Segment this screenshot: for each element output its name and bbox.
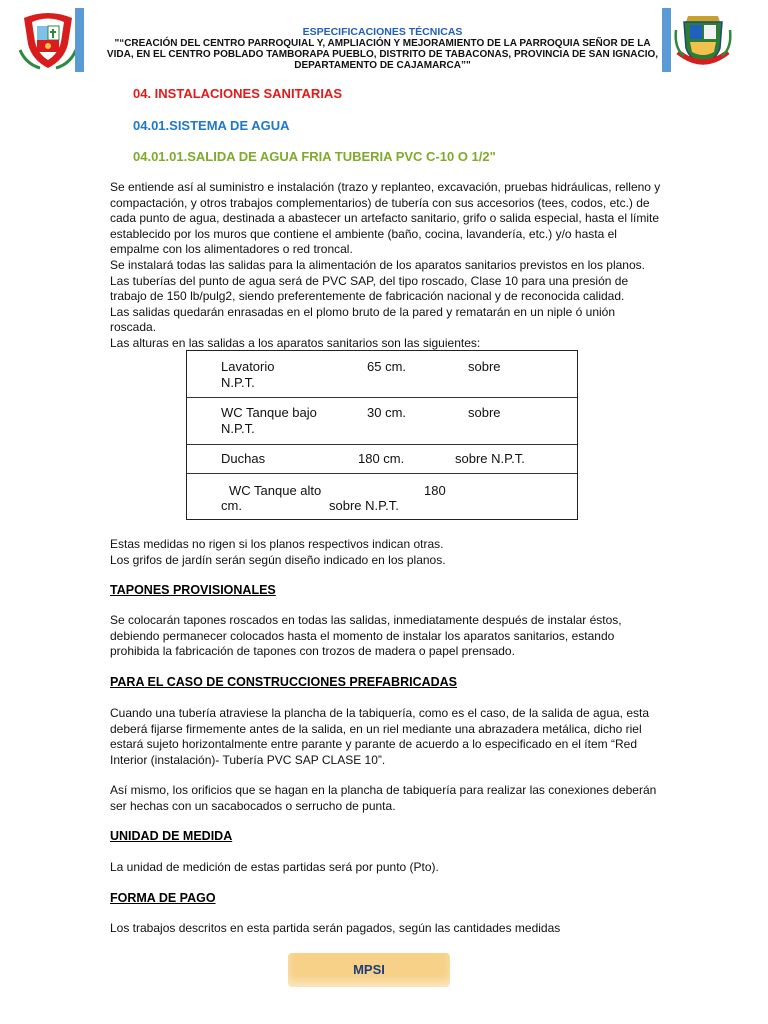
table-cell-reference: sobre (468, 359, 501, 374)
footer-badge (288, 953, 450, 987)
table-cell-fixture: Lavatorio (221, 359, 275, 374)
header-right-bar (662, 8, 671, 72)
table-cell-reference: sobre (468, 405, 501, 420)
section-text-unidad: La unidad de medición de estas partidas será por punto (Pto). (110, 860, 439, 874)
after-table-text (110, 537, 662, 568)
heading-instalaciones-sanitarias: 04. INSTALACIONES SANITARIAS (133, 86, 342, 101)
header-title: ESPECIFICACIONES TÉCNICAS (302, 26, 463, 38)
table-cell-height: 180 cm. (358, 451, 405, 466)
footer-label: MPSI (353, 962, 385, 977)
table-cell-fixture: Duchas (221, 451, 266, 466)
table-cell-height: 30 cm. (367, 405, 407, 420)
section-title-pago: FORMA DE PAGO (110, 891, 216, 905)
intro-paragraph: Las alturas en las salidas a los aparatos sanitarios son las siguientes: (110, 335, 481, 350)
intro-text (110, 180, 662, 352)
section-title-prefabricadas: PARA EL CASO DE CONSTRUCCIONES PREFABRICADAS (110, 675, 458, 689)
table-row (187, 445, 577, 474)
table-cell-height: 180 (424, 483, 446, 498)
section-title-tapones: TAPONES PROVISIONALES (110, 583, 276, 597)
table-row (187, 398, 577, 445)
section-text-prefabricadas-2: Así mismo, los orificios que se hagan en la plancha de tabiquería para realizar las conexiones deberán ser hechas con un sacabocados o serrucho de punta. (110, 783, 657, 813)
table-cell-fixture: WC Tanque alto (229, 483, 322, 498)
table-cell-npt: N.P.T. (221, 375, 255, 390)
table-cell-reference: sobre N.P.T. (329, 498, 399, 513)
table-row (187, 351, 577, 398)
heading-salida-agua-fria: 04.01.01.SALIDA DE AGUA FRIA TUBERIA PVC C-10 O 1/2" (133, 149, 496, 164)
section-text-pago: Los trabajos descritos en esta partida serán pagados, según las cantidades medidas (110, 921, 561, 935)
note-line: Estas medidas no rigen si los planos respectivos indican otras. (110, 537, 444, 551)
section-title-unidad: UNIDAD DE MEDIDA (110, 829, 233, 843)
heading-sistema-de-agua: 04.01.SISTEMA DE AGUA (133, 118, 290, 133)
table-cell-reference: sobre N.P.T. (455, 451, 525, 466)
note-line: Los grifos de jardín serán según diseño indicado en los planos. (110, 552, 446, 567)
section-text-tapones: Se colocarán tapones roscados en todas las salidas, inmediatamente después de instalar éstos, debiendo permanecer colocados hasta el momento de instalar los aparatos sanitarios, estando prohibida la fabricación de tapones con trozos de madera o papel prensado. (110, 613, 622, 659)
header-project: "“CREACIÓN DEL CENTRO PARROQUIAL Y, AMPLIACIÓN Y MEJORAMIENTO DE LA PARROQUIA SEÑOR DE LA VIDA, EN EL CENTRO POBLADO TAMBORAPA PUEBLO, DISTRITO DE TABACONAS, PROVINCIA DE SAN IGNACIO, DEPARTAMENTO DE CAJAMARCA”" (106, 38, 659, 71)
table-cell-npt: N.P.T. (221, 421, 255, 436)
header-left-bar (75, 8, 84, 72)
intro-paragraph: Se instalará todas las salidas para la alimentación de los aparatos sanitarios previstos en los planos. Las tuberías del punto de agua será de PVC SAP, del tipo roscado, Clase 10 para una presión de trabajo de 150 lb/pulg2, siendo preferentemente de fabricación nacional y de reconocida calidad. (110, 257, 645, 304)
table-cell-height: 65 cm. (367, 359, 407, 374)
municipality-shield-logo (674, 10, 732, 70)
intro-paragraph: Las salidas quedarán enrasadas en el plomo bruto de la pared y rematarán en un niple ó unión roscada. (110, 304, 616, 335)
heights-table (186, 350, 578, 520)
peru-coat-of-arms-logo (18, 10, 78, 70)
table-cell-unit: cm. (221, 498, 242, 513)
section-text-prefabricadas: Cuando una tubería atraviese la plancha de la tabiquería, como es el caso, de la salida de agua, esta deberá fijarse firmemente antes de la salida, en un riel mediante una abrazadera metálica, dicho riel estará sujeto horizontalmente entre parante y parante de acuerdo a lo especificado en el ítem “Red Interior (instalación)- Tubería PVC SAP CLASE 10”. (110, 706, 650, 767)
table-row (187, 474, 577, 519)
intro-paragraph: Se entiende así al suministro e instalación (trazo y replanteo, excavación, pruebas hidráulicas, relleno y compactación, y otros trabajos complementarios) de tubería con sus accesorios (tees, codos, etc.) de cada punto de agua, destinada a abastecer un artefacto sanitario, grifo o salida especial, hasta el límite establecido por los muros que contiene el ambiente (baño, cocina, lavandería, etc.) y/o hasta el empalme con los alimentadores o red troncal. (110, 180, 661, 257)
table-cell-fixture: WC Tanque bajo (221, 405, 317, 420)
